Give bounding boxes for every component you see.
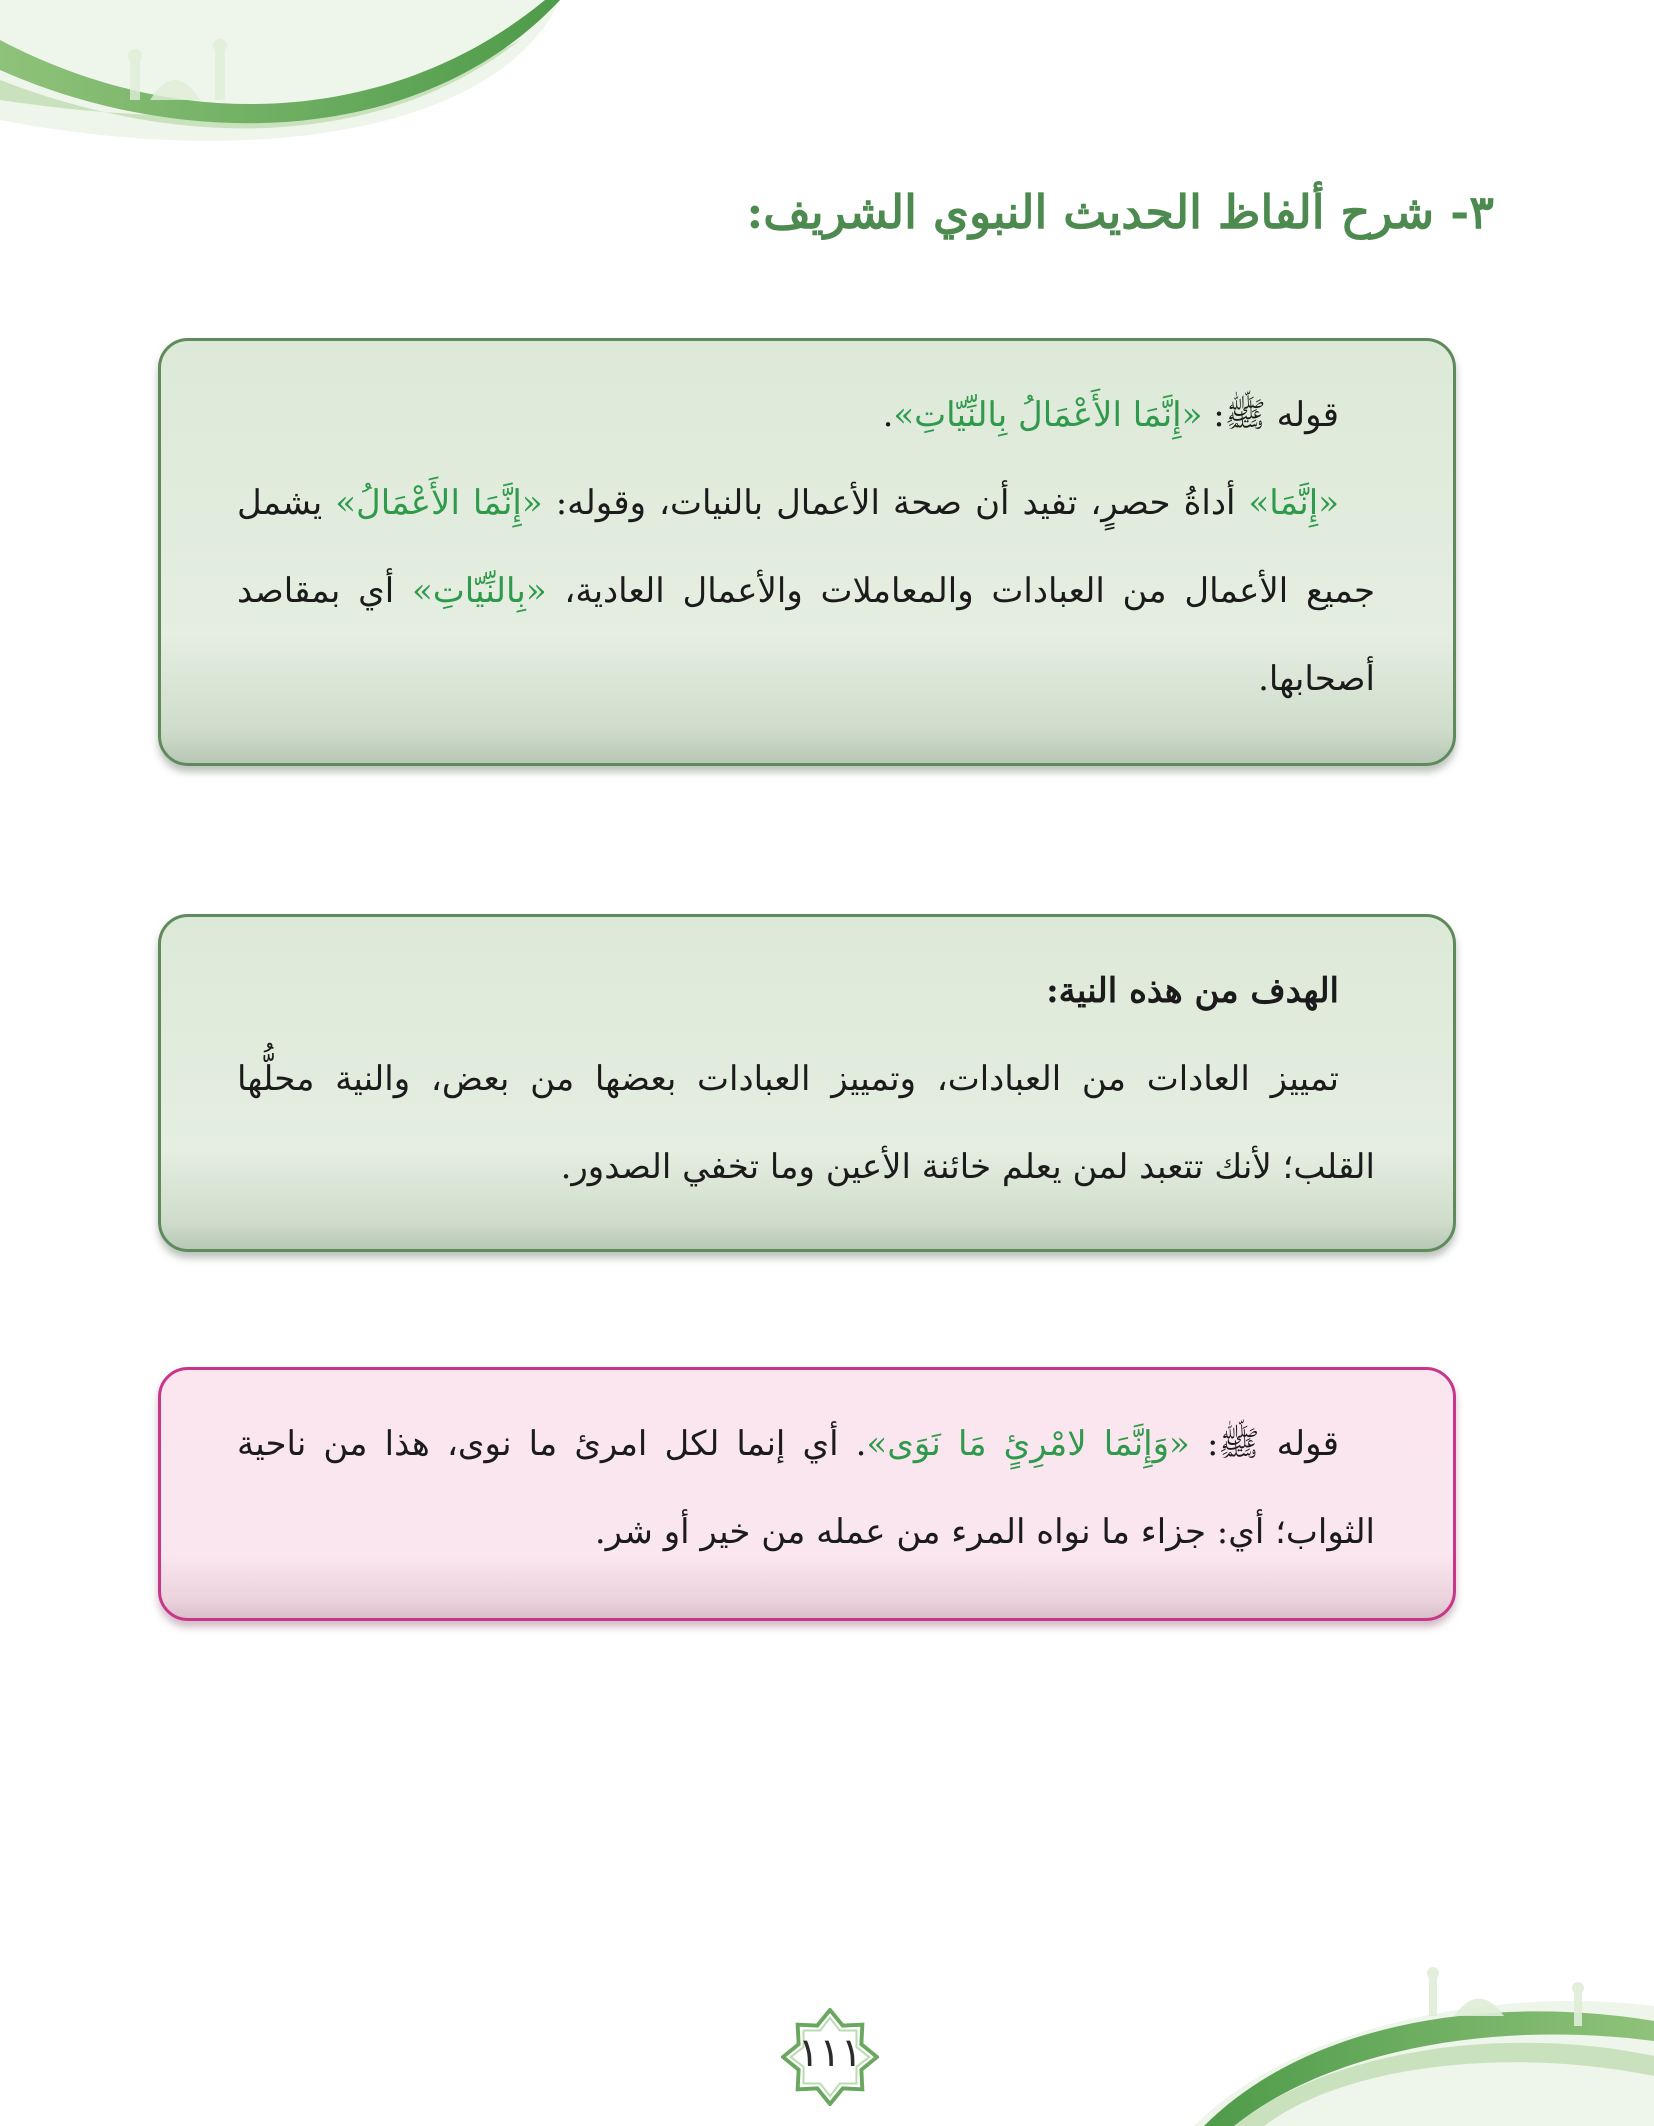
hadith-line	[237, 371, 1375, 459]
quote-binniyyat: «بِالنِّيّاتِ»	[411, 571, 547, 611]
page-number: ١١١	[797, 2030, 863, 2076]
explanation-text-3: أي بمقاصد أصحابها.	[237, 571, 1375, 699]
hadith-suffix: .	[882, 395, 894, 435]
explanation-box	[158, 338, 1456, 766]
reward-text: . أي إنما لكل امرئ ما نوى، هذا من ناحية الثواب؛ أي: جزاء ما نواه المرء من عمله من خير أو شر.	[237, 1424, 1375, 1552]
hadith-prefix: قوله ﷺ:	[1202, 395, 1339, 435]
reward-paragraph	[237, 1400, 1375, 1576]
top-corner-decoration	[0, 0, 560, 170]
explanation-text-2: يشمل جميع الأعمال من العبادات والمعاملات والأعمال العادية،	[237, 483, 1376, 611]
explanation-text-1: أداةُ حصرٍ، تفيد أن صحة الأعمال بالنيات، وقوله:	[542, 483, 1249, 523]
reward-prefix: قوله ﷺ:	[1189, 1424, 1339, 1464]
reward-quote: «وَإِنَّمَا لامْرِئٍ مَا نَوَى»	[866, 1424, 1190, 1464]
explanation-paragraph	[237, 459, 1375, 723]
quote-innama: «إِنَّمَا»	[1248, 483, 1340, 523]
bottom-corner-decoration	[1174, 1966, 1654, 2126]
quote-innamal-amal: «إِنَّمَا الأَعْمَالُ»	[335, 483, 543, 523]
reward-box	[158, 1367, 1456, 1621]
section-title: ٣- شرح ألفاظ الحديث النبوي الشريف:	[746, 185, 1494, 239]
purpose-heading: الهدف من هذه النية:	[1046, 971, 1339, 1011]
purpose-box	[158, 914, 1456, 1252]
purpose-text: تمييز العادات من العبادات، وتمييز العبادات بعضها من بعض، والنية محلُّها القلب؛ لأنك تتعبد لمن يعلم خائنة الأعين وما تخفي الصدور.	[237, 1059, 1375, 1187]
hadith-quote: «إِنَّمَا الأَعْمَالُ بِالنِّيّاتِ»	[893, 395, 1203, 435]
